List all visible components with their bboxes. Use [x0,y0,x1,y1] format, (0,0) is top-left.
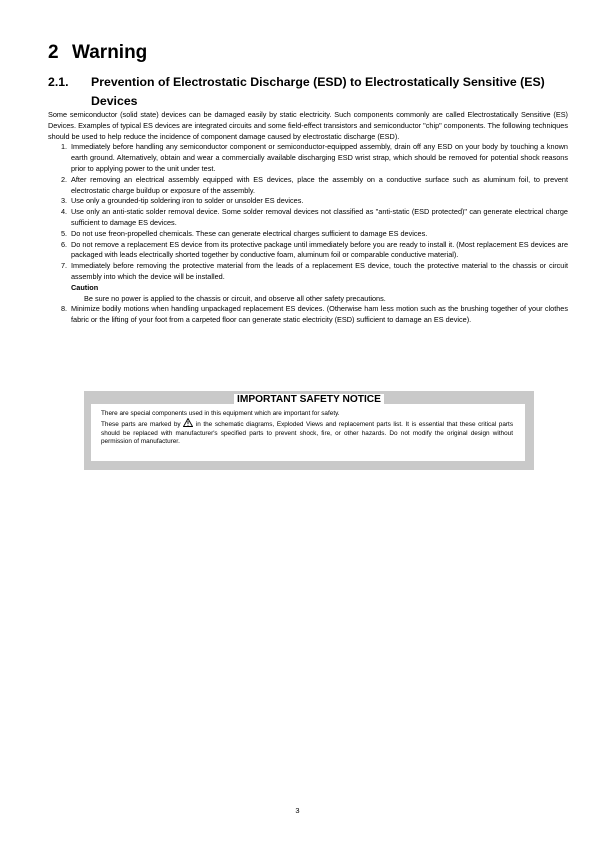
list-text: Use only a grounded-tip soldering iron to solder or unsolder ES devices. [71,196,304,206]
list-text: Do not use freon-propelled chemicals. These can generate electrical charges sufficient to damage ES devices. [71,228,428,238]
safety-notice-text-before-icon: These parts are marked by [101,421,181,429]
subsection-number: 2.1. [48,75,69,89]
list-item [48,229,568,240]
list-item [48,240,568,262]
list-number: 6. [61,239,68,249]
safety-notice-title [84,394,534,405]
list-item [48,304,568,326]
caution-title: Caution [71,282,99,292]
list-number: 3. [61,196,68,206]
list-text: Immediately before removing the protective material from the leads of a replacement ES device, touch the protective material to the chassis or circuit assembly into which the device will be installed. [71,261,568,281]
safety-notice-text-after-icon: in the schematic diagrams, Exploded Views and replacement parts list. It is essential that these critical parts should be replaced with manufacturer's specified parts to prevent shock, fire, or other hazards. Do not modify the original design without permission of manufacturer. [101,421,514,446]
steps-list [48,142,568,326]
section-heading [48,42,147,64]
list-number: 2. [61,174,68,184]
section-title: Warning [72,42,148,63]
list-text: Minimize bodily motions when handling unpackaged replacement ES devices. (Otherwise ham less motion such as the brushing together of your clothes fabric or the lifting of your foot from a carpeted floor can generate static electricity (ESD) sufficient to damage an ES device). [71,304,568,325]
list-number: 1. [61,142,68,152]
list-item [48,175,568,197]
list-item [48,261,568,283]
safety-notice-title-text: IMPORTANT SAFETY NOTICE [234,394,384,405]
list-item [48,207,568,229]
list-number: 4. [61,207,68,217]
warning-triangle-icon [183,418,193,427]
section-number: 2 [48,42,59,63]
safety-notice-line1: There are special components used in this equipment which are important for safety. [101,410,340,417]
list-item [48,196,568,207]
intro-paragraph: Some semiconductor (solid state) devices can be damaged easily by static electricity. Such components commonly are called Electrostatically Sensitive (ES) Devices. Examples of typical ES devices are integrated circuits and some field-effect transistors and semiconductor "chip" components. The following techniques should be used to help reduce the incidence of component damage caused by electrostatic discharge (ESD). [48,110,568,141]
list-item [48,142,568,174]
list-number: 8. [61,304,68,314]
list-number: 5. [61,228,68,238]
caution-text: Be sure no power is applied to the chassis or circuit, and observe all other safety precautions. [84,293,386,303]
list-text: After removing an electrical assembly equipped with ES devices, place the assembly on a conductive surface such as aluminum foil, to prevent electrostatic charge buildup or exposure of the assembly. [71,174,568,195]
list-text: Immediately before handling any semiconductor component or semiconductor-equipped assembly, drain off any ESD on your body by touching a known earth ground. Alternatively, obtain and wear a commercially available discharging ESD wrist strap, which should be removed for potential shock reasons prior to applying power to the unit under test. [71,142,568,173]
page-number: 3 [295,806,300,815]
safety-notice-body [91,404,525,461]
body-text [48,110,568,326]
safety-notice-text [101,410,513,447]
list-text: Do not remove a replacement ES device from its protective package until immediately before you are ready to install it. (Most replacement ES devices are packaged with leads electrically shorted together by conductive foam, aluminum foil or comparable conductive material). [71,239,568,260]
list-number: 7. [61,261,68,271]
safety-notice-box [84,391,534,470]
subsection-title: Prevention of Electrostatic Discharge (ESD) to Electrostatically Sensitive (ES) Devices [91,75,545,108]
list-text: Use only an anti-static solder removal device. Some solder removal devices not classified as "anti-static (ESD protected)" can generate electrical charge sufficient to damage ES devices. [71,207,568,227]
